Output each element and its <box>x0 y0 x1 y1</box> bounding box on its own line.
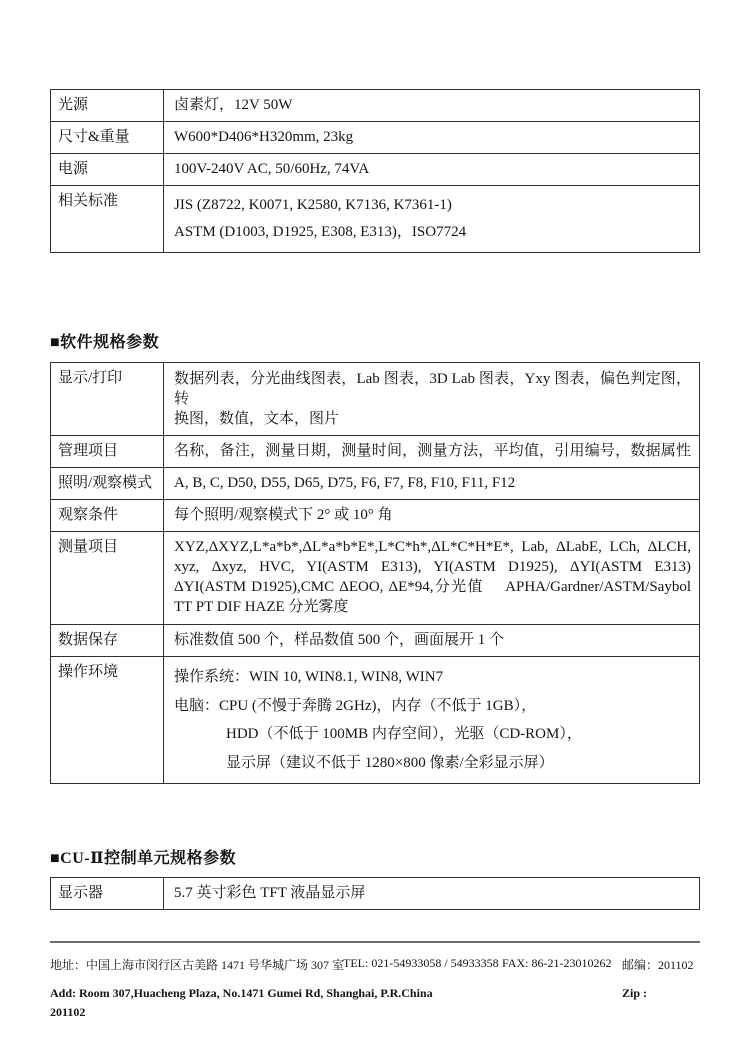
spec-label: 数据保存 <box>51 625 164 656</box>
spec-value: 名称，备注，测量日期，测量时间，测量方法，平均值，引用编号，数据属性 <box>174 443 691 460</box>
footer-zip-code: 201102 <box>50 1005 86 1019</box>
value-line: HDD（不低于 100MB 内存空间），光驱（CD-ROM）， <box>226 726 582 743</box>
value-line: ASTM (D1003, D1925, E308, E313)，ISO7724 <box>174 224 467 241</box>
spec-value: 每个照明/观察模式下 2° 或 10° 角 <box>174 507 393 524</box>
row-operating-environment <box>51 656 699 783</box>
spec-value: 卤素灯，12V 50W <box>174 97 293 113</box>
footer-line-cn <box>50 956 700 972</box>
hardware-spec-table <box>50 89 700 253</box>
spec-label: 测量项目 <box>51 532 164 624</box>
row-data-storage <box>51 624 699 656</box>
row-dimensions-weight <box>51 121 699 153</box>
value-line: 显示屏（建议不低于 1280×800 像素/全彩显示屏） <box>226 754 554 771</box>
page-footer <box>50 941 700 1020</box>
value-line: 数据列表，分光曲线图表，Lab 图表，3D Lab 图表，Yxy 图表，偏色判定图，转 <box>174 371 691 408</box>
spec-value <box>164 532 699 624</box>
section-title-software: ■软件规格参数 <box>50 334 160 351</box>
footer-divider <box>50 941 700 943</box>
row-management-items <box>51 435 699 467</box>
value-line: 操作系统：WIN 10, WIN8.1, WIN8, WIN7 <box>174 669 444 686</box>
spec-label: 显示/打印 <box>51 363 164 435</box>
row-viewing-conditions <box>51 499 699 531</box>
footer-tel: TEL: 021-54933058 / 54933358 <box>343 956 499 970</box>
spec-value: 5.7 英寸彩色 TFT 液晶显示屏 <box>174 885 366 901</box>
software-spec-table <box>50 362 700 784</box>
spec-value: 标准数值 500 个，样品数值 500 个，画面展开 1 个 <box>174 632 505 649</box>
spec-value: W600*D406*H320mm, 23kg <box>174 129 354 146</box>
footer-address-en: Add: Room 307,Huacheng Plaza, No.1471 Gumei Rd, Shanghai, P.R.China <box>50 986 433 1000</box>
spec-label: 操作环境 <box>51 657 164 783</box>
spec-label: 管理项目 <box>51 436 164 467</box>
row-display <box>51 878 699 909</box>
spec-value: A, B, C, D50, D55, D65, D75, F6, F7, F8, F10, F11, F12 <box>174 475 516 492</box>
spec-label: 观察条件 <box>51 500 164 531</box>
footer-line-en <box>50 986 700 1002</box>
row-power <box>51 153 699 185</box>
value-line: ΔYI(ASTM D1925),CMC ΔEOO, ΔE*94,分光值 APHA/Gardner/ASTM/Saybol <box>174 579 691 596</box>
row-measurement-items <box>51 531 699 624</box>
spec-label: 尺寸&重量 <box>51 122 164 153</box>
footer-zip-en-label: Zip : <box>622 986 648 1000</box>
spec-label: 相关标准 <box>51 186 164 252</box>
spec-value <box>164 186 699 252</box>
value-line: 电脑：CPU (不慢于奔腾 2GHz)，内存（不低于 1GB）， <box>174 697 537 714</box>
value-line: TT PT DIF HAZE 分光雾度 <box>174 599 349 616</box>
row-standards <box>51 185 699 252</box>
spec-value <box>164 363 699 435</box>
row-display-print <box>51 363 699 435</box>
row-illuminant-observer-modes <box>51 467 699 499</box>
value-line: 换图，数值，文本，图片 <box>174 411 340 428</box>
spec-label: 电源 <box>51 154 164 185</box>
spec-label: 显示器 <box>51 878 164 909</box>
footer-zip-cn: 邮编：201102 <box>622 958 694 972</box>
spec-label: 照明/观察模式 <box>51 468 164 499</box>
spec-label: 光源 <box>51 90 164 121</box>
spec-value: 100V-240V AC, 50/60Hz, 74VA <box>174 161 370 178</box>
value-line: xyz, Δxyz, HVC, YI(ASTM E313), YI(ASTM D1925), ΔYI(ASTM E313) <box>174 559 691 576</box>
value-line: JIS (Z8722, K0071, K2580, K7136, K7361-1) <box>174 197 452 214</box>
cu-spec-table <box>50 877 700 910</box>
footer-fax: FAX: 86-21-23010262 <box>502 956 612 970</box>
row-light-source <box>51 90 699 121</box>
footer-address-cn: 地址：中国上海市闵行区古美路 1471 号华城广场 307 室 <box>50 958 345 972</box>
spec-value <box>164 657 699 783</box>
value-line: XYZ,ΔXYZ,L*a*b*,ΔL*a*b*E*,L*C*h*,ΔL*C*H*E*, Lab, ΔLabE, LCh, ΔLCH, <box>174 539 691 556</box>
section-title-cu-unit: ■CU-Ⅱ控制单元规格参数 <box>50 850 237 867</box>
